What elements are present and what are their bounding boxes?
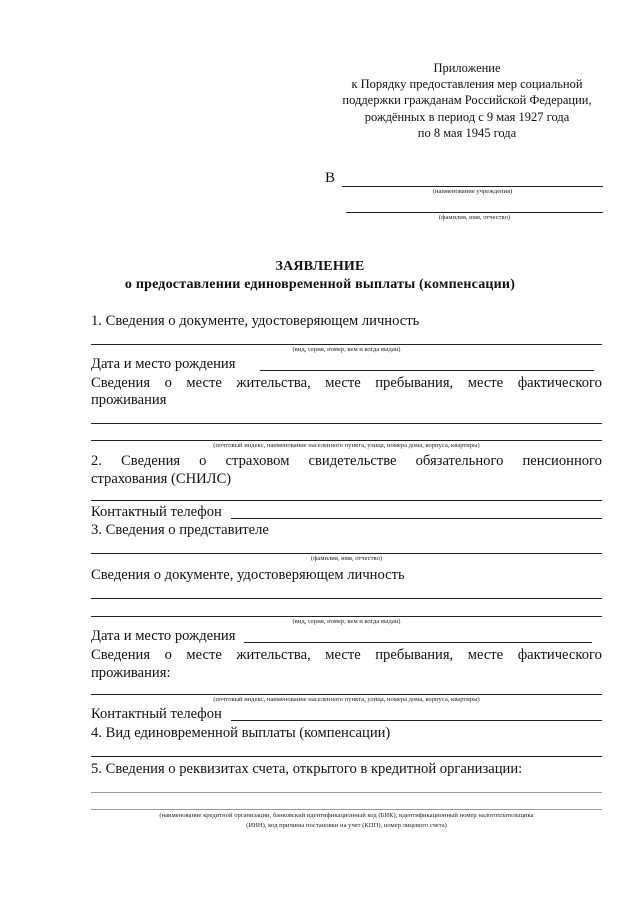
snils-word: обязательного (415, 453, 504, 469)
snils-word: страховом (225, 453, 290, 469)
representative-residence-label-cont: проживания: (91, 665, 171, 681)
representative-document-field-2[interactable] (91, 616, 602, 617)
appendix-line: рождённых в период с 9 мая 1927 года (364, 109, 570, 124)
residence-word: пребывания, (375, 647, 454, 663)
representative-birth-label: Дата и место рождения (91, 628, 236, 644)
applicant-document-field[interactable] (91, 344, 602, 345)
appendix-line: по 8 мая 1945 года (417, 125, 517, 140)
representative-address-field[interactable] (91, 694, 602, 695)
snils-field[interactable] (91, 500, 602, 501)
residence-word: месте (325, 375, 361, 391)
birth-label: Дата и место рождения (91, 356, 236, 372)
snils-word: свидетельстве (308, 453, 397, 469)
residence-label (91, 374, 602, 392)
residence-label-cont: проживания (91, 392, 167, 408)
applicant-document-caption: (вид, серия, номер, кем и когда выдан) (292, 346, 401, 353)
section4-heading: 4. Вид единовременной выплаты (компенсации) (91, 725, 391, 741)
document-subtitle: о предоставлении единовременной выплаты (компенсации) (124, 277, 516, 292)
address-field-2[interactable] (91, 440, 602, 441)
residence-word: Сведения (91, 375, 151, 391)
residence-word: жительства, (236, 647, 311, 663)
appendix-line: к Порядку предоставления мер социальной (351, 77, 583, 92)
appendix-line: поддержки гражданам Российской Федерации, (342, 93, 592, 108)
addressee-prefix: В (325, 170, 336, 186)
applicant-name-field[interactable] (346, 212, 603, 213)
residence-word: месте (467, 647, 504, 663)
representative-phone-field[interactable] (231, 720, 602, 721)
address-field-1[interactable] (91, 423, 602, 424)
bank-details-caption-line1: (наименование кредитной организации, банковский идентификационный код (БИК), идентификационный номер налогоплательщика (159, 812, 534, 819)
residence-word: о (164, 647, 172, 663)
representative-document-heading: Сведения о документе, удостоверяющем личность (91, 567, 405, 583)
residence-word: Сведения (91, 647, 151, 663)
residence-word: месте (186, 647, 222, 663)
representative-phone-label: Контактный телефон (91, 706, 222, 722)
residence-word: фактического (517, 647, 602, 663)
bank-details-field-1[interactable] (91, 792, 602, 793)
residence-word: жительства, (236, 375, 311, 391)
snils-heading-cont: страхования (СНИЛС) (91, 471, 232, 487)
institution-field[interactable] (342, 186, 603, 187)
applicant-name-caption: (фамилия, имя, отчество) (438, 214, 511, 221)
representative-address-caption: (почтовый индекс, наименование населенного пункта, улица, номера дома, корпуса, квартиры) (213, 696, 480, 703)
section1-heading: 1. Сведения о документе, удостоверяющем личность (91, 313, 420, 329)
phone-label: Контактный телефон (91, 504, 222, 520)
representative-residence-label (91, 646, 602, 664)
birth-field[interactable] (260, 370, 594, 371)
snils-word: 2. (91, 453, 102, 469)
appendix-header (332, 60, 602, 141)
bank-details-field-2[interactable] (91, 809, 602, 810)
institution-caption: (наименование учреждения) (432, 188, 513, 195)
residence-word: фактического (517, 375, 602, 391)
snils-heading (91, 452, 602, 470)
section5-heading: 5. Сведения о реквизитах счета, открытого в кредитной организации: (91, 761, 523, 777)
representative-name-field[interactable] (91, 553, 602, 554)
address-caption: (почтовый индекс, наименование населенного пункта, улица, номера дома, корпуса, квартиры) (213, 442, 480, 449)
residence-word: пребывания, (375, 375, 454, 391)
snils-word: пенсионного (522, 453, 602, 469)
payment-type-field[interactable] (91, 756, 602, 757)
representative-document-caption: (вид, серия, номер, кем и когда выдан) (292, 618, 401, 625)
phone-field[interactable] (231, 518, 602, 519)
bank-details-caption-line2: (ИНН), код причины постановки на учет (КПП), номер лицевого счета) (246, 822, 447, 829)
residence-word: месте (325, 647, 361, 663)
snils-word: Сведения (121, 453, 181, 469)
section3-heading: 3. Сведения о представителе (91, 522, 269, 538)
representative-birth-field[interactable] (244, 642, 592, 643)
residence-word: о (164, 375, 172, 391)
residence-word: месте (186, 375, 222, 391)
representative-name-caption: (фамилия, имя, отчество) (310, 555, 383, 562)
residence-word: месте (467, 375, 504, 391)
document-title: ЗАЯВЛЕНИЕ (275, 259, 365, 274)
snils-word: о (199, 453, 207, 469)
representative-document-field-1[interactable] (91, 598, 602, 599)
appendix-line: Приложение (433, 61, 501, 75)
